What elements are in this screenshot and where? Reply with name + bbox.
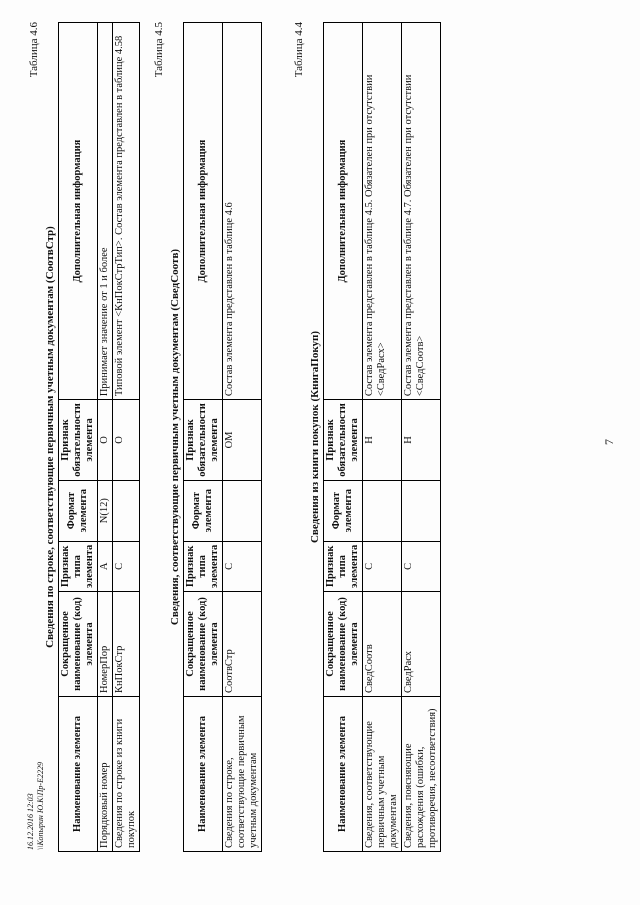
column-header: Формат элемента [184, 480, 223, 541]
table-title: Сведения, соответствующие первичным учетным документам (СведСоотв) [169, 248, 181, 626]
column-header: Признак обязательности элемента [59, 400, 98, 481]
column-header: Формат элемента [59, 480, 98, 541]
table-label: Таблица 4.6 [28, 22, 40, 78]
table-4-4-section [293, 22, 493, 852]
table-cell: СоотвСтр [223, 592, 262, 697]
table-row [363, 23, 402, 852]
column-header: Признак типа элемента [184, 541, 223, 591]
table-cell: КнПокСтр [113, 592, 140, 697]
column-header: Наименование элемента [324, 697, 363, 852]
table-cell: Состав элемента представлен в таблице 4.6 [223, 23, 262, 400]
column-header: Формат элемента [324, 480, 363, 541]
table-row [113, 23, 140, 852]
table-cell [363, 480, 402, 541]
rotated-content [18, 12, 618, 872]
table-4-5-section [153, 22, 273, 852]
table-cell: Типовой элемент <КнПокСтрТип>. Состав элемента представлен в таблице 4.58 [113, 23, 140, 400]
footer-path: \\Копырин Ю.К\Пр-Е2229 [36, 762, 45, 850]
table-cell: С [363, 541, 402, 591]
column-header: Дополнительная информация [324, 23, 363, 400]
column-header: Признак обязательности элемента [324, 400, 363, 481]
table-cell: Сведения, соответствующие первичным учетным документам [363, 697, 402, 852]
header-row [184, 23, 223, 852]
table-cell: Сведения, поясняющие расхождения (ошибки, противоречия, несоответствия) [402, 697, 441, 852]
table-cell [223, 480, 262, 541]
table-label: Таблица 4.5 [153, 22, 165, 78]
table-title: Сведения из книги покупок (КнигаПокуп) [309, 330, 321, 544]
table-cell: О [98, 400, 113, 481]
table-cell: С [223, 541, 262, 591]
table-cell: N(12) [98, 480, 113, 541]
table-cell: Состав элемента представлен в таблице 4.7. Обязателен при отсутствии <СведСоотв> [402, 23, 441, 400]
column-header: Сокращенное наименование (код) элемента [184, 592, 223, 697]
table-cell: СведРасх [402, 592, 441, 697]
column-header: Сокращенное наименование (код) элемента [324, 592, 363, 697]
table-label: Таблица 4.4 [293, 22, 305, 78]
table-cell: Состав элемента представлен в таблице 4.5. Обязателен при отсутствии <СведРасх> [363, 23, 402, 400]
table-4-4 [323, 22, 441, 852]
table-cell: Сведения по строке из книги покупок [113, 697, 140, 852]
table-cell: Н [402, 400, 441, 481]
column-header: Сокращенное наименование (код) элемента [59, 592, 98, 697]
table-cell: А [98, 541, 113, 591]
page-number: 7 [602, 439, 616, 445]
table-cell: СведСоотв [363, 592, 402, 697]
table-row [402, 23, 441, 852]
table-4-6-section [28, 22, 138, 852]
table-4-5 [183, 22, 262, 852]
column-header: Признак обязательности элемента [184, 400, 223, 481]
table-cell: ОМ [223, 400, 262, 481]
table-cell: Н [363, 400, 402, 481]
table-cell: НомерПор [98, 592, 113, 697]
table-cell: С [113, 541, 140, 591]
column-header: Дополнительная информация [59, 23, 98, 400]
table-cell: Сведения по строке, соответствующие первичным учетным документам [223, 697, 262, 852]
column-header: Наименование элемента [59, 697, 98, 852]
footer-date: 16.12.2016 12:03 [26, 793, 35, 850]
table-cell [113, 480, 140, 541]
table-cell: С [402, 541, 441, 591]
table-cell: Порядковый номер [98, 697, 113, 852]
column-header: Признак типа элемента [59, 541, 98, 591]
table-row [98, 23, 113, 852]
column-header: Наименование элемента [184, 697, 223, 852]
table-4-6 [58, 22, 140, 852]
table-row [223, 23, 262, 852]
table-title: Сведения по строке, соответствующие первичным учетным документам (СоотвСтр) [44, 226, 56, 648]
table-cell: О [113, 400, 140, 481]
table-cell: Принимает значение от 1 и более [98, 23, 113, 400]
column-header: Признак типа элемента [324, 541, 363, 591]
table-cell [402, 480, 441, 541]
header-row [59, 23, 98, 852]
header-row [324, 23, 363, 852]
column-header: Дополнительная информация [184, 23, 223, 400]
